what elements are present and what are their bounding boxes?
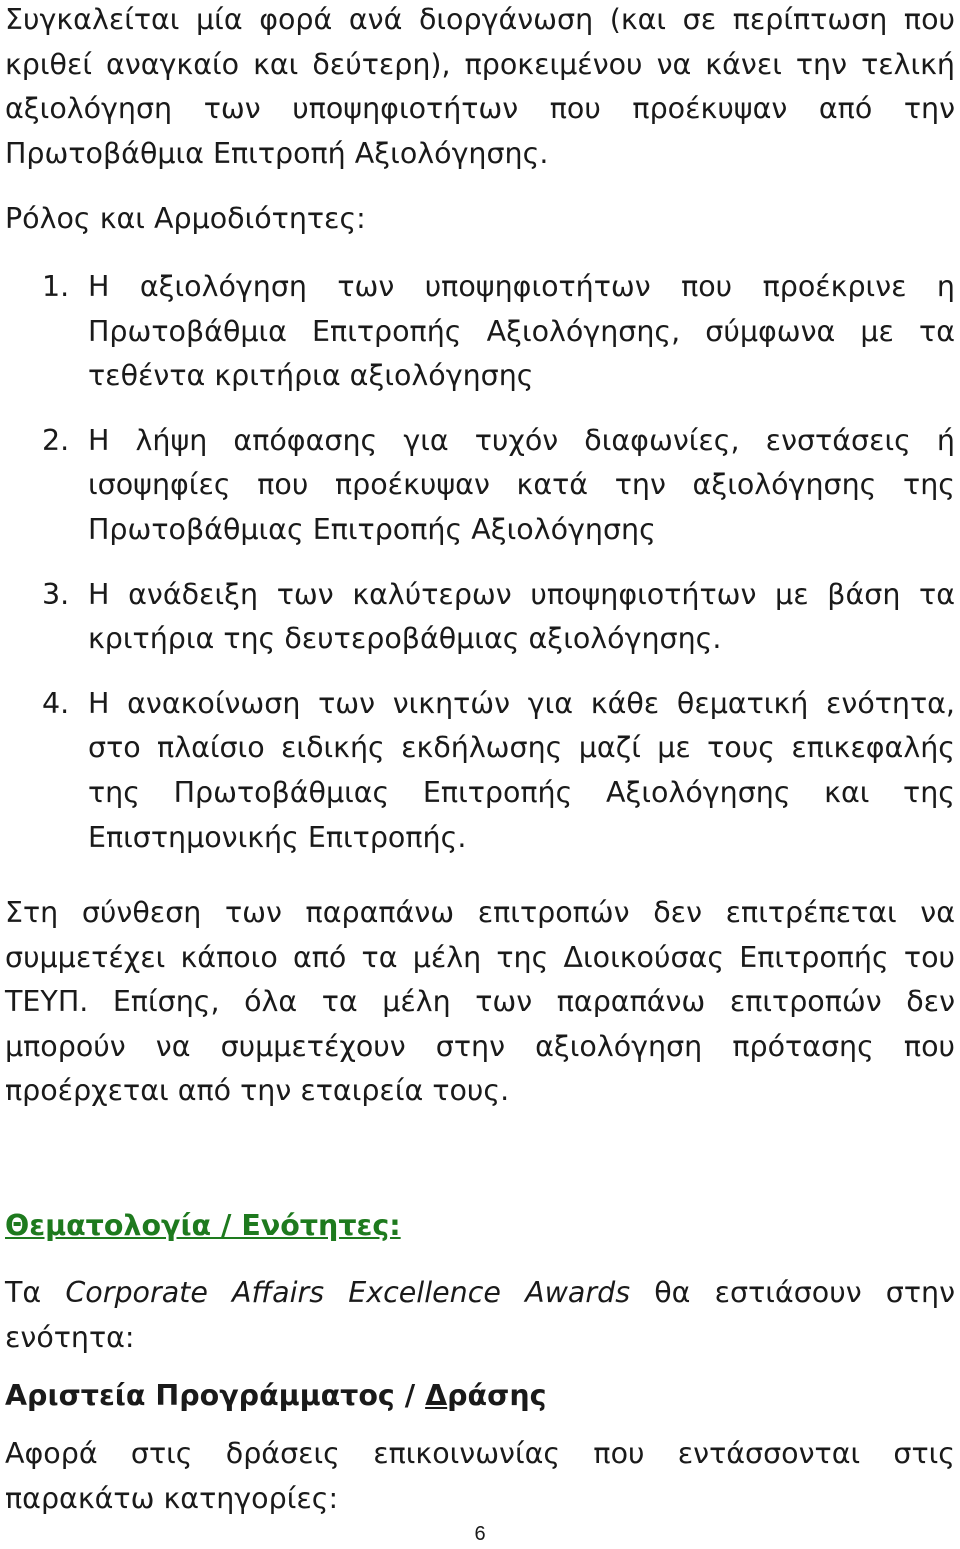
themes-heading: Θεματολογία / Ενότητες: [5, 1209, 401, 1242]
category-title-rest: ράσης [447, 1379, 547, 1412]
list-item-text: Η αξιολόγηση των υποψηφιοτήτων που προέκρινε η Πρωτοβάθμια Επιτροπής Αξιολόγησης, σύμφωνα με τα τεθέντα κριτήρια αξιολόγησης [88, 270, 955, 393]
list-item [5, 682, 955, 860]
role-heading: Ρόλος και Αρμοδιότητες: [5, 202, 366, 235]
awards-name: Corporate Affairs Excellence Awards [65, 1276, 631, 1309]
list-item-text: Η λήψη απόφασης για τυχόν διαφωνίες, ενστάσεις ή ισοψηφίες που προέκυψαν κατά την αξιολόγησης της Πρωτοβάθμιας Επιτροπής Αξιολόγησης [88, 423, 955, 546]
awards-intro-paragraph [5, 1271, 955, 1360]
page-number: 6 [474, 1523, 486, 1545]
awards-intro-prefix: Τα [5, 1276, 66, 1309]
list-item-number: 4. [42, 686, 70, 720]
category-title-underlined-letter: Δ [425, 1379, 448, 1412]
category-title-main: Αριστεία Προγράμματος / [5, 1379, 426, 1412]
category-title [5, 1374, 547, 1419]
list-item-number: 2. [42, 423, 70, 457]
list-item [5, 573, 955, 662]
composition-paragraph: Στη σύνθεση των παραπάνω επιτροπών δεν επιτρέπεται να συμμετέχει κάποιο από τα μέλη της Διοικούσας Επιτροπής του ΤΕΥΠ. Επίσης, όλα τα μέλη των παραπάνω επιτροπών δεν μπορούν να συμμετέχουν στην αξιολόγηση πρότασης που προέρχεται από την εταιρεία τους. [5, 896, 955, 1108]
list-item-text: Η ανάδειξη των καλύτερων υποψηφιοτήτων με βάση τα κριτήρια της δευτεροβάθμιας αξιολόγησης. [88, 577, 955, 656]
list-item [5, 265, 955, 399]
list-item [5, 419, 955, 553]
responsibilities-list [5, 265, 955, 880]
intro-paragraph: Συγκαλείται μία φορά ανά διοργάνωση (και σε περίπτωση που κριθεί αναγκαίο και δεύτερη), προκειμένου να κάνει την τελική αξιολόγηση των υποψηφιοτήτων που προέκυψαν από την Πρωτοβάθμια Επιτροπή Αξιολόγησης. [5, 3, 955, 170]
list-item-number: 1. [42, 270, 70, 303]
list-item-number: 3. [42, 577, 70, 611]
category-description: Αφορά στις δράσεις επικοινωνίας που εντάσσονται στις παρακάτω κατηγορίες: [5, 1437, 955, 1515]
list-item-text: Η ανακοίνωση των νικητών για κάθε θεματική ενότητα, στο πλαίσιο ειδικής εκδήλωσης μαζί με τους επικεφαλής της Πρωτοβάθμιας Επιτροπής Αξιολόγησης και της Επιστημονικής Επιτροπής. [88, 686, 955, 854]
awards-intro-suffix: θα εστιάσουν στην ενότητα: [5, 1276, 955, 1354]
